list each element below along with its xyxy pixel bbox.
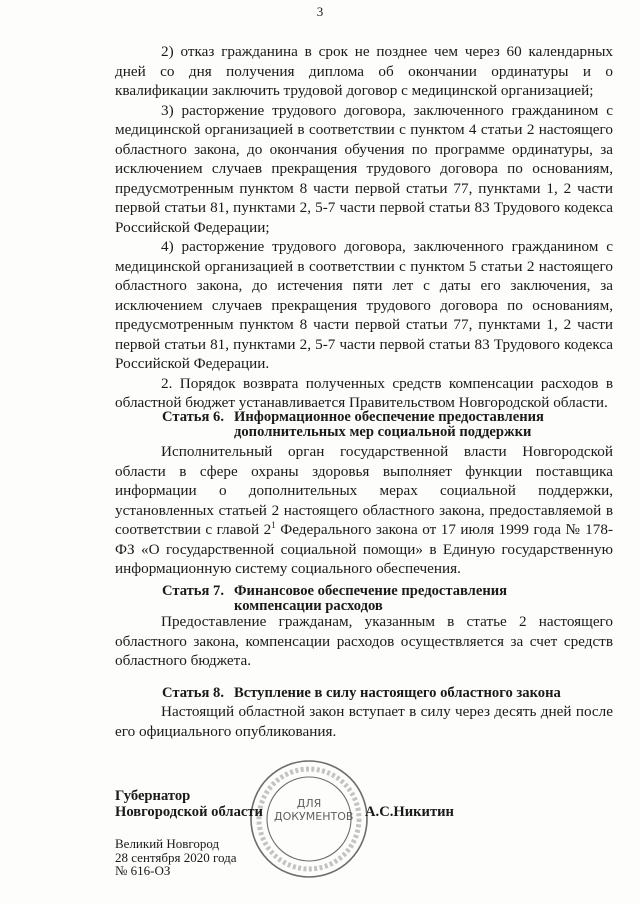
paragraph-item-3: 3) расторжение трудового договора, заключенного гражданином с медицинской организацией в соответствии с пунктом 4 статьи 2 настоящего областного закона, до окончания обучения по программе ординатуры, за исключением случаев прекращения трудового договора по основаниям, предусмотренным пунктом 8 части первой статьи 77, пунктами 1, 2 части первой статьи 81, пунктами 2, 5-7 части первой статьи 83 Трудового кодекса Российской Федерации; — [115, 101, 613, 236]
paragraph-item-4: 4) расторжение трудового договора, заключенного гражданином с медицинской организацией в соответствии с пунктом 5 статьи 2 настоящего областного закона, до истечения пяти лет с даты его заключения, за исключением случаев прекращения трудового договора по основаниям, предусмотренным пунктом 8 части первой статьи 77, пунктами 1, 2 части первой статьи 81, пунктами 2, 5-7 части первой статьи 83 Трудового кодекса Российской Федерации. — [115, 238, 613, 372]
signature-title: Губернатор — [115, 788, 191, 804]
article6-title-line1: Информационное обеспечение предоставления — [234, 409, 544, 425]
page-number: 3 — [316, 4, 324, 19]
article6-body — [115, 442, 613, 579]
article8-title-line1: Вступление в силу настоящего областного закона — [234, 685, 561, 701]
signature-block — [115, 788, 263, 820]
article6-text: Исполнительный орган государственной власти Новгородской области в сфере охраны здоровья выполняет функции поставщика информации о дополнительных мерах социальной поддержки, установленных статьей 2 настоящего областного закона, предоставляемой в соответствии с главой $2^1$ Федерального закона от 17 июля 1999 года № 178-ФЗ «О государственной социальной помощи» в Единую государственную информационную систему социального обеспечения. — [115, 443, 613, 577]
official-stamp — [248, 758, 370, 880]
article7-title-line2: компенсации расходов — [234, 598, 383, 614]
article8-heading — [162, 686, 561, 701]
article7-heading — [162, 584, 507, 614]
article7-number: Статья 7. — [162, 583, 224, 599]
document-footer — [115, 837, 237, 878]
signature-region: Новгородской области — [115, 804, 263, 820]
article6-number: Статья 6. — [162, 409, 224, 425]
signature-name: А.С.Никитин — [365, 804, 454, 820]
stamp-text-line1: ДЛЯ — [296, 797, 322, 810]
article7-body — [115, 612, 613, 671]
stamp-text-line2: ДОКУМЕНТОВ — [274, 809, 354, 823]
footer-date: 28 сентября 2020 года — [115, 849, 237, 865]
article8-number: Статья 8. — [162, 685, 224, 701]
paragraph-item-2: 2) отказ гражданина в срок не позднее чем через 60 календарных дней со дня получения диплома об окончании ординатуры и о квалификации заключить трудовой договор с медицинской организацией; — [115, 43, 613, 99]
footer-number: № 616-ОЗ — [115, 863, 171, 878]
article6-heading — [162, 410, 544, 440]
article7-text: Предоставление гражданам, указанным в статье 2 настоящего областного закона, компенсации расходов осуществляется за счет средств областного бюджета. — [115, 613, 613, 669]
article7-title-line1: Финансовое обеспечение предоставления — [234, 583, 508, 599]
article8-text: Настоящий областной закон вступает в силу через десять дней после его официального опубликования. — [115, 703, 613, 740]
superscript: 1 — [271, 519, 276, 530]
paragraph-section-2: 2. Порядок возврата полученных средств компенсации расходов в областной бюджет устанавливается Правительством Новгородской области. — [115, 374, 613, 411]
article5-continuation — [115, 42, 613, 413]
article6-title-line2: дополнительных мер социальной поддержки — [234, 424, 532, 440]
article8-body — [115, 702, 613, 741]
footer-city: Великий Новгород — [115, 836, 220, 851]
